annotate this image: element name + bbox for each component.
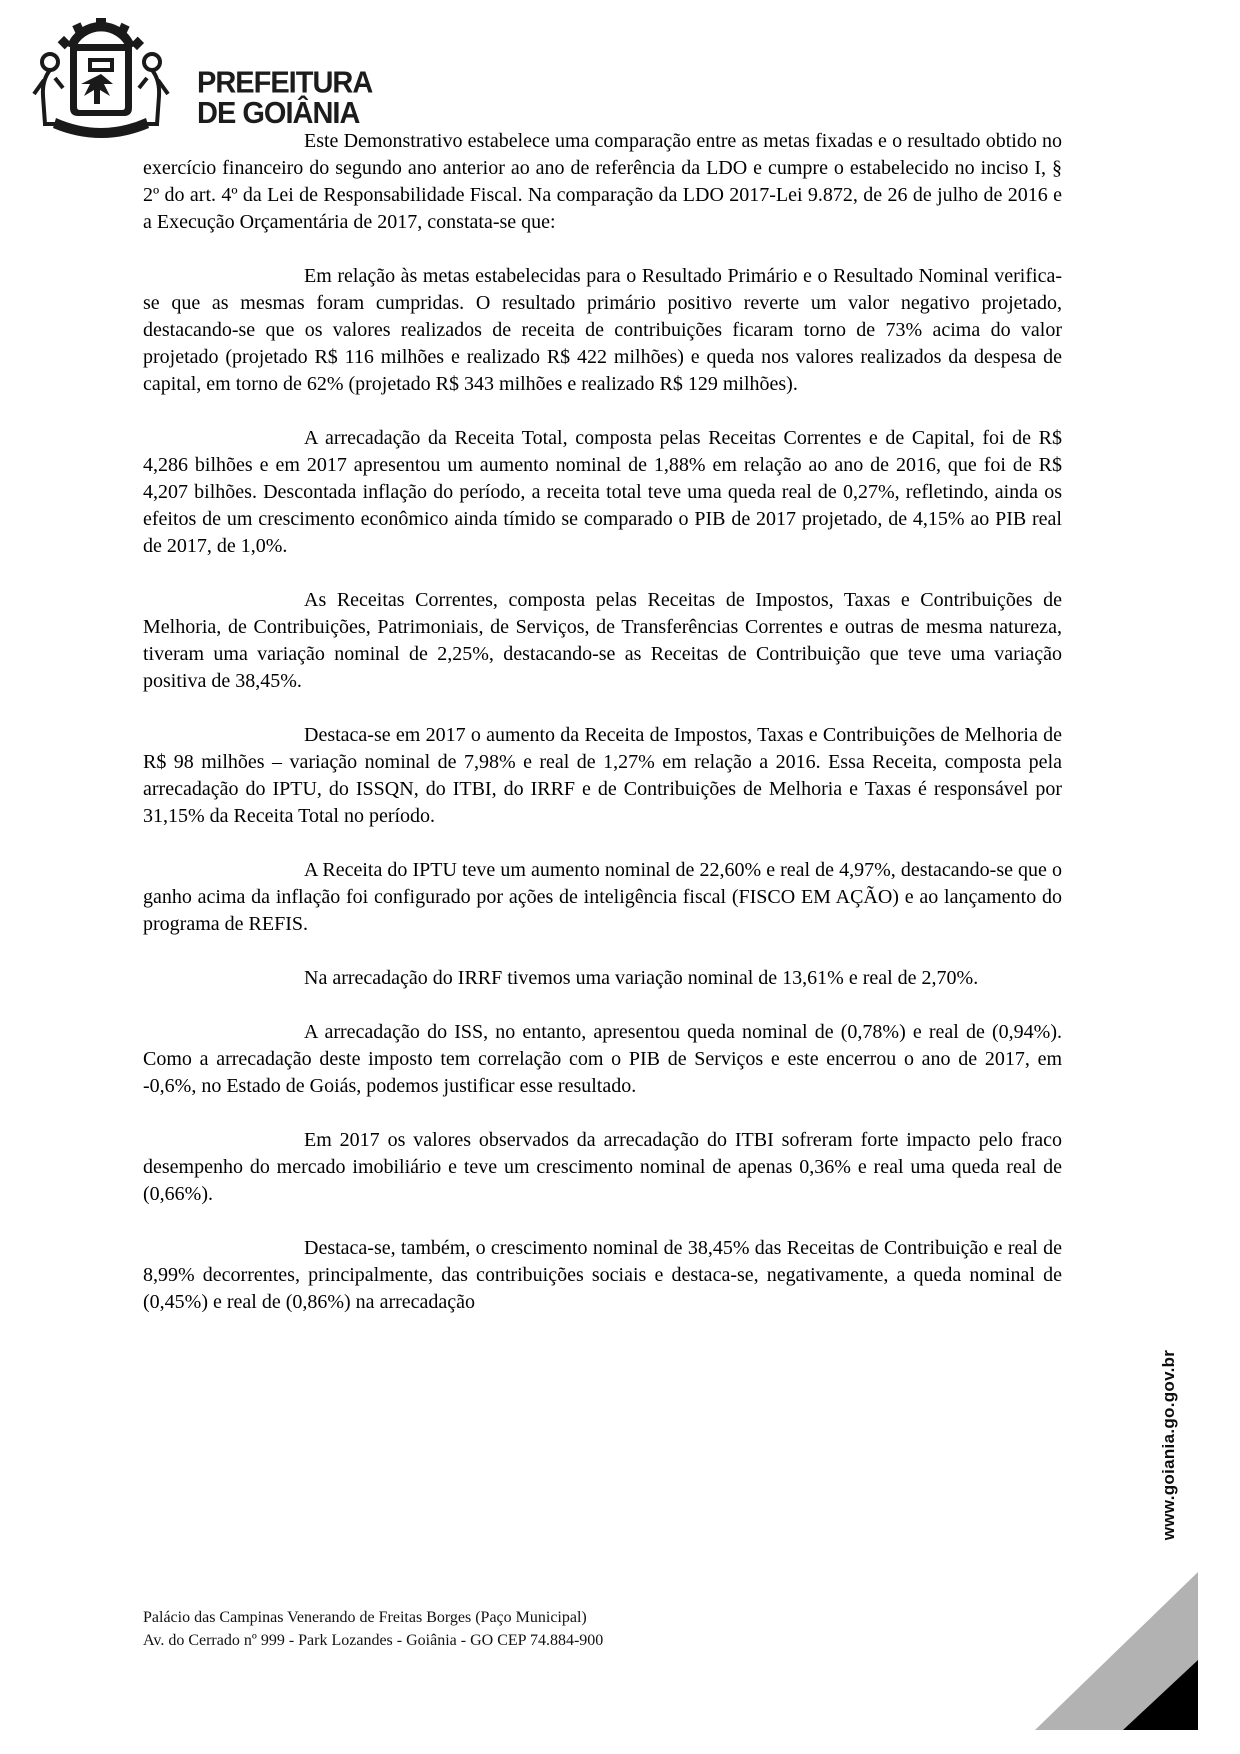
paragraph: Na arrecadação do IRRF tivemos uma variação nominal de 13,61% e real de 2,70%.: [304, 967, 979, 989]
footer-address: [143, 1606, 603, 1652]
org-name: [197, 66, 373, 131]
goiania-coat-of-arms-icon: [30, 14, 172, 140]
footer-address-line2: Av. do Cerrado nº 999 - Park Lozandes - Goiânia - GO CEP 74.884-900: [143, 1632, 604, 1649]
paragraph: Em 2017 os valores observados da arrecadação do ITBI sofreram forte impacto pelo fraco desempenho do mercado imobiliário e teve um crescimento nominal de apenas 0,36% e real uma queda real de (0,66%).: [143, 1129, 1062, 1205]
footer-address-line1: Palácio das Campinas Venerando de Freitas Borges (Paço Municipal): [143, 1609, 587, 1626]
header-logo: [28, 12, 448, 142]
paragraph: Destaca-se em 2017 o aumento da Receita de Impostos, Taxas e Contribuições de Melhoria de R$ 98 milhões – variação nominal de 7,98% e real de 1,27% em relação a 2016. Essa Receita, composta pela arrecadação do IPTU, do ISSQN, do ITBI, do IRRF e de Contribuições de Melhoria e Taxas é responsável por 31,15% da Receita Total no período.: [143, 724, 1062, 827]
org-name-line1: PREFEITURA: [197, 66, 373, 101]
paragraph: Este Demonstrativo estabelece uma comparação entre as metas fixadas e o resultado obtido no exercício financeiro do segundo ano anterior ao ano de referência da LDO e cumpre o estabelecido no inciso I, § 2º do art. 4º da Lei de Responsabilidade Fiscal. Na comparação da LDO 2017-Lei 9.872, de 26 de julho de 2016 e a Execução Orçamentária de 2017, constata-se que:: [143, 130, 1062, 233]
paragraph: A arrecadação da Receita Total, composta pelas Receitas Correntes e de Capital, foi de R$ 4,286 bilhões e em 2017 apresentou um aumento nominal de 1,88% em relação ao ano de 2016, que foi de R$ 4,207 bilhões. Descontada inflação do período, a receita total teve uma queda real de 0,27%, refletindo, ainda os efeitos de um crescimento econômico ainda tímido se comparado o PIB de 2017 projetado, de 4,15% ao PIB real de 2017, de 1,0%.: [143, 427, 1062, 557]
website-vertical-label: www.goiania.go.gov.br: [1159, 1349, 1178, 1541]
paragraph: Destaca-se, também, o crescimento nominal de 38,45% das Receitas de Contribuição e real de 8,99% decorrentes, principalmente, das contribuições sociais e destaca-se, negativamente, a queda nominal de (0,45%) e real de (0,86%) na arrecadação: [143, 1237, 1062, 1313]
paragraph: A arrecadação do ISS, no entanto, apresentou queda nominal de (0,78%) e real de (0,94%). Como a arrecadação deste imposto tem correlação com o PIB de Serviços e este encerrou o ano de 2017, em -0,6%, no Estado de Goiás, podemos justificar esse resultado.: [143, 1021, 1062, 1097]
document-body: [143, 128, 1062, 1343]
paragraph: As Receitas Correntes, composta pelas Receitas de Impostos, Taxas e Contribuições de Melhoria, de Contribuições, Patrimoniais, de Serviços, de Transferências Correntes e outras de mesma natureza, tiveram uma variação nominal de 2,25%, destacando-se as Receitas de Contribuição que teve uma variação positiva de 38,45%.: [143, 589, 1062, 692]
paragraph: Em relação às metas estabelecidas para o Resultado Primário e o Resultado Nominal verifica-se que as mesmas foram cumpridas. O resultado primário positivo reverte um valor negativo projetado, destacando-se que os valores realizados de receita de contribuições ficaram torno de 73% acima do valor projetado (projetado R$ 116 milhões e realizado R$ 422 milhões) e queda nos valores realizados da despesa de capital, em torno de 62% (projetado R$ 343 milhões e realizado R$ 129 milhões).: [143, 265, 1062, 395]
org-name-line2: DE GOIÂNIA: [197, 96, 360, 131]
corner-triangle-graphic: [1032, 1568, 1202, 1734]
paragraph: A Receita do IPTU teve um aumento nominal de 22,60% e real de 4,97%, destacando-se que o ganho acima da inflação foi configurado por ações de inteligência fiscal (FISCO EM AÇÃO) e ao lançamento do programa de REFIS.: [143, 859, 1062, 935]
